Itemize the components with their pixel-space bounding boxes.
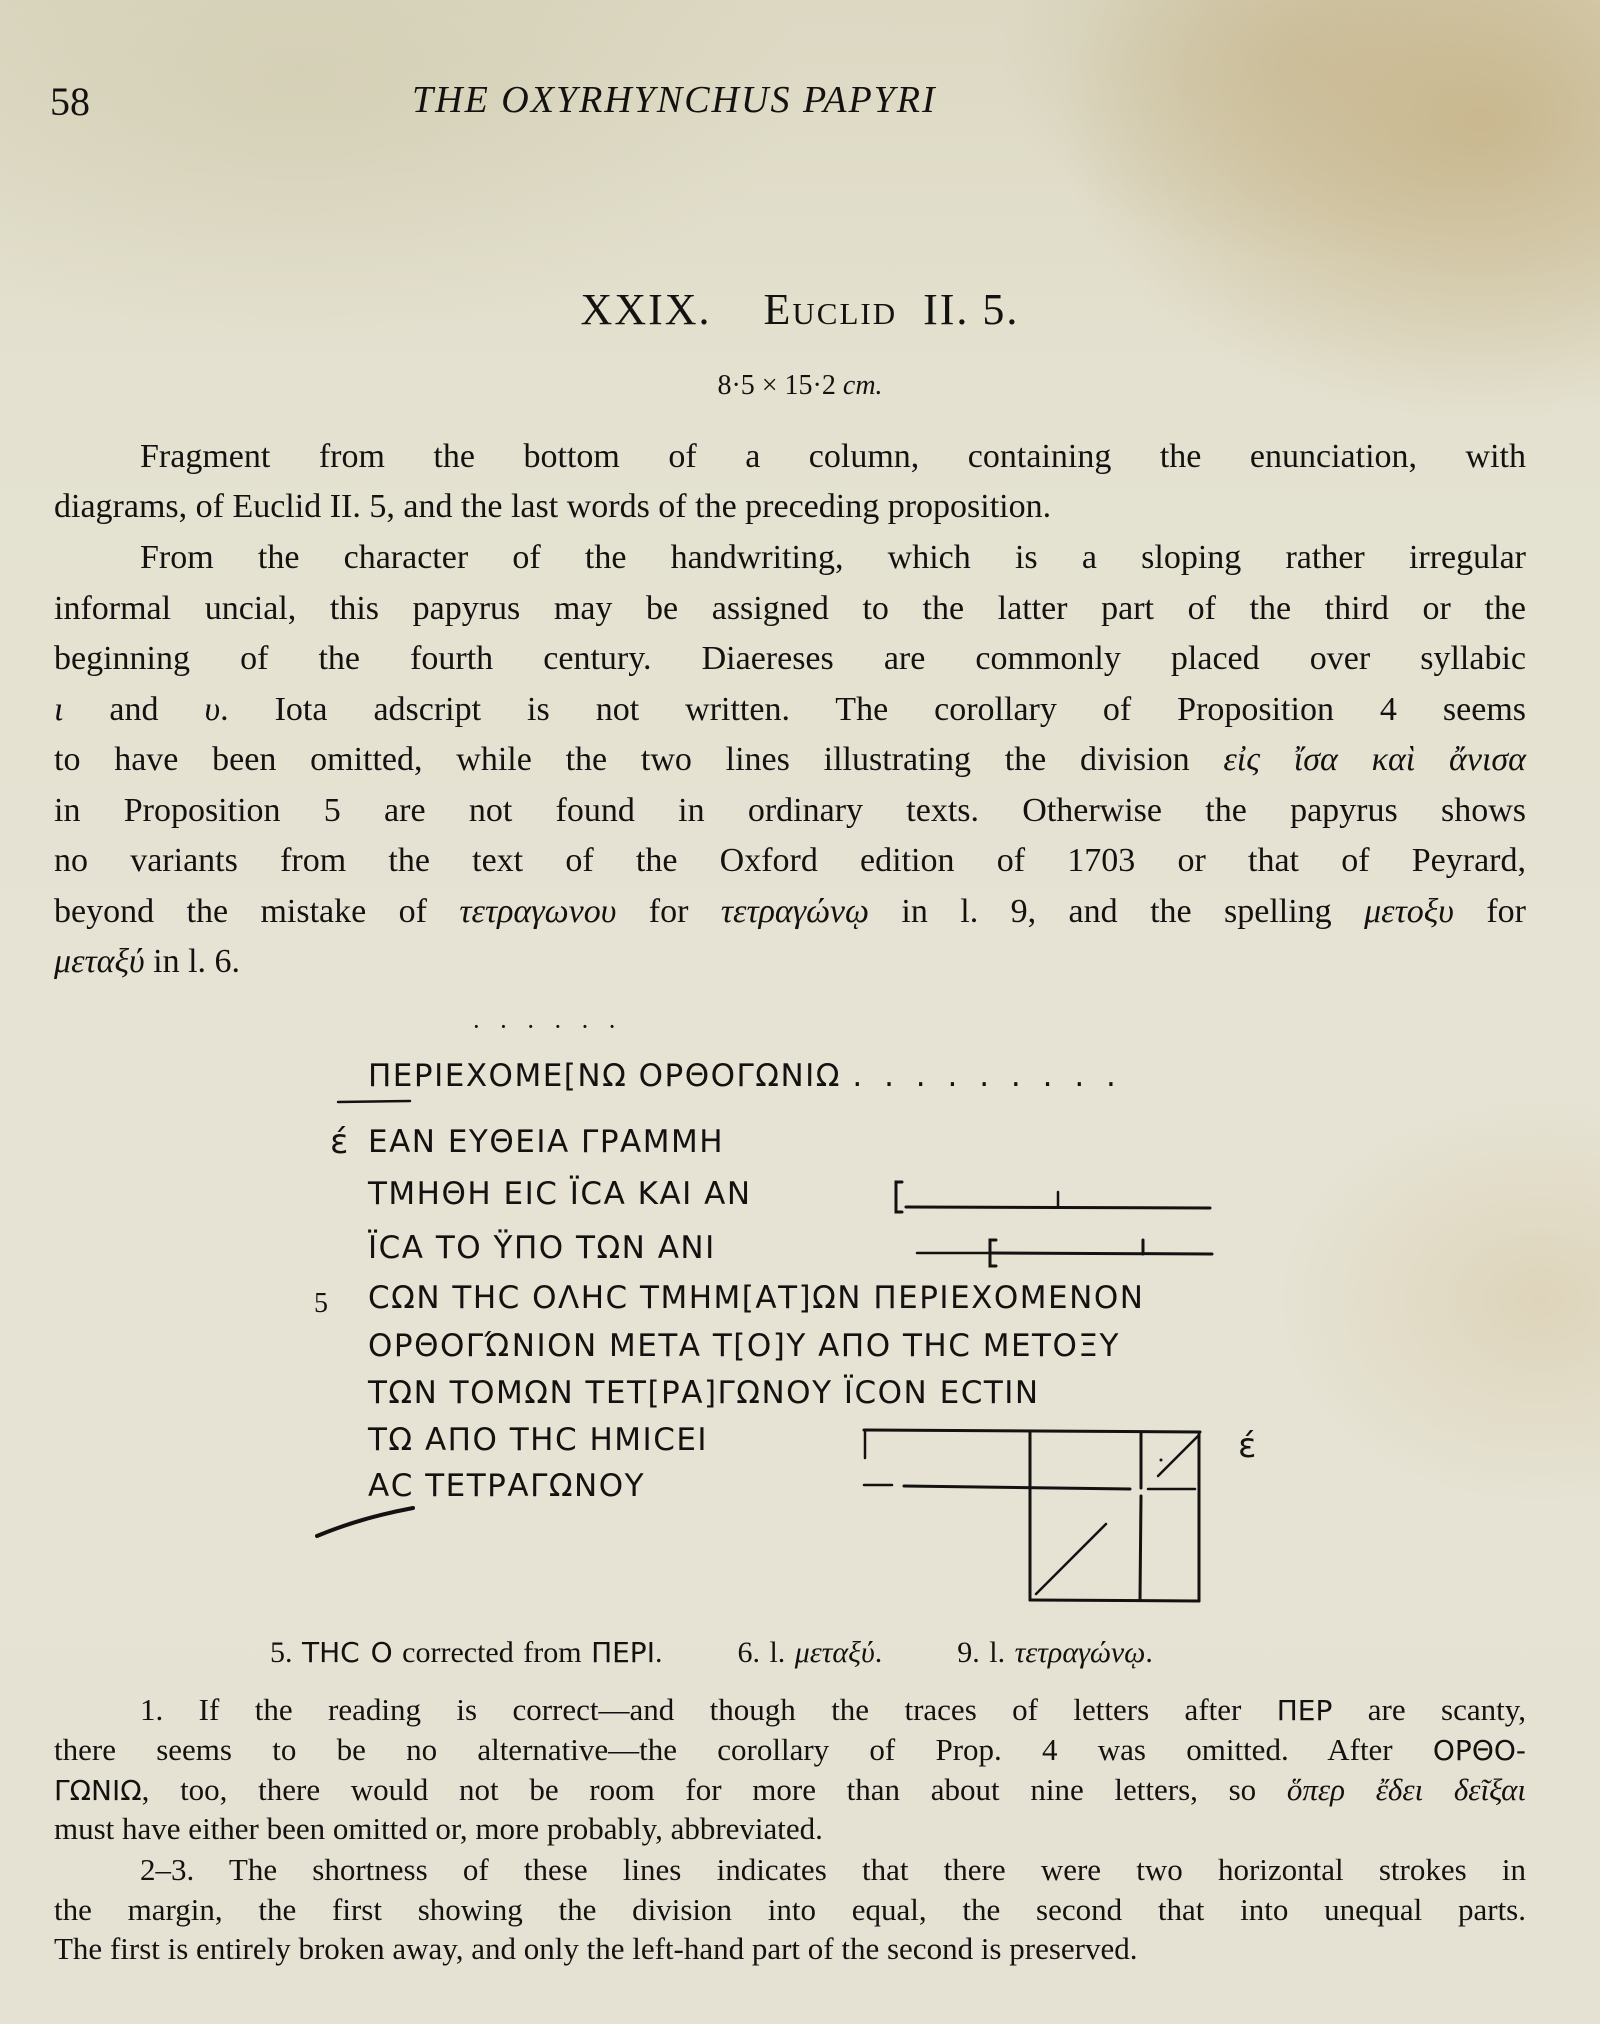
intro-line <box>54 937 1526 987</box>
diagonal <box>1158 1436 1198 1476</box>
greek-text: ὅπερ ἔδει δεῖξαι <box>1286 1772 1526 1807</box>
commentary-line <box>54 1730 1526 1771</box>
top-edge <box>864 1430 1200 1432</box>
intro-line <box>140 432 1526 482</box>
intro-line <box>54 786 1526 836</box>
greek-text: υ <box>204 691 221 728</box>
text-run: to have been omitted, while the two lines illustrating the division <box>54 741 1224 778</box>
text-run: for <box>616 893 721 930</box>
text-run: are scanty, <box>1332 1692 1526 1727</box>
commentary-line <box>54 1809 1526 1849</box>
text-run: beginning of the fourth century. Diaereses are commonly placed over syllabic <box>54 640 1526 677</box>
text-run: for <box>1453 893 1526 930</box>
transcription-line-8: ΤΩ ΑΠΟ ΤΗϹ ΗΜΙϹΕΙ <box>368 1422 709 1458</box>
transcription-line-9: ΑϹ ΤΕΤΡΑΓΩΝΟΥ <box>368 1468 646 1504</box>
unequal-division-diagram <box>917 1240 1212 1266</box>
section-reference: II. 5. <box>923 285 1020 334</box>
intro-line <box>54 836 1526 886</box>
text-run: 2–3. The shortness of these lines indicates that there were two horizontal strokes in <box>140 1852 1526 1887</box>
commentary-line <box>140 1850 1526 1890</box>
transcription-line-2: ΕΑΝ ΕΥΘΕΙΑ ΓΡΑΜΜΗ <box>368 1124 725 1160</box>
apparatus-entry <box>270 1636 672 1669</box>
punct: . <box>654 1636 663 1669</box>
greek-text: τετραγώνῳ <box>720 893 869 930</box>
square-bottom-edge <box>1030 1600 1199 1601</box>
text-run: the margin, the first showing the division into equal, the second that into unequal parts. <box>54 1892 1526 1927</box>
punct: . <box>874 1636 883 1669</box>
commentary-line <box>140 1690 1526 1731</box>
intro-line <box>140 533 1526 583</box>
text-run: l. <box>989 1636 1015 1669</box>
coronis-stroke <box>317 1508 413 1536</box>
greek-text: μεταξύ <box>54 943 145 980</box>
square-diagram <box>864 1430 1200 1601</box>
greek-text: εἰς ἴσα καὶ ἄνισα <box>1223 741 1527 778</box>
paragraphus-stroke <box>338 1101 410 1102</box>
ink-dot <box>1160 1459 1163 1462</box>
uncial-text: ΓΩΝΙΩ <box>54 1774 142 1807</box>
intro-line <box>54 634 1526 684</box>
diagonal <box>1036 1524 1106 1594</box>
text-run: . Iota adscript is not written. The corollary of Proposition 4 seems <box>220 691 1526 728</box>
line-ref: 9. <box>957 1636 980 1669</box>
text-run: diagrams, of Euclid II. 5, and the last words of the preceding proposition. <box>54 488 1052 525</box>
paragraph-marker: έ <box>330 1122 350 1162</box>
transcription-line-6: ΟΡΘΟΓΏΝΙΟΝ ΜΕΤΑ Τ[Ο]Υ ΑΠΟ ΤΗϹ ΜΕΤΟΞΥ <box>368 1328 1120 1364</box>
section-author: Euclid <box>763 285 898 334</box>
dimensions-value: 8·5 × 15·2 <box>717 370 836 401</box>
lost-lines-dots: · · · · · · <box>472 1012 623 1041</box>
section-title <box>0 284 1600 335</box>
text-run: there seems to be no alternative—the corollary of Prop. 4 was omitted. After <box>54 1732 1433 1767</box>
text-run: 1. If the reading is correct—and though the traces of letters after <box>140 1692 1277 1727</box>
text-run: in Proposition 5 are not found in ordinary texts. Otherwise the papyrus shows <box>54 792 1526 829</box>
diagram-marker: έ <box>1238 1426 1258 1466</box>
text-run: must have either been omitted or, more probably, abbreviated. <box>54 1811 823 1846</box>
line-number: 5 <box>314 1288 328 1319</box>
uncial-text: ΟΡΘΟ- <box>1432 1734 1526 1767</box>
text-run: and <box>63 691 205 728</box>
text-run: in l. 6. <box>144 943 241 980</box>
uncial-text: ΠΕΡ <box>1276 1694 1333 1727</box>
greek-text: τετραγώνῳ <box>1014 1636 1146 1669</box>
greek-text: τετραγωνου <box>459 893 617 930</box>
text-run: The first is entirely broken away, and only the left-hand part of the second is preserved. <box>54 1931 1138 1966</box>
transcription-line-3: ΤΜΗΘΗ ΕΙϹ ΪϹΑ ΚΑΙ ΑΝ <box>368 1176 752 1212</box>
intro-line <box>54 482 1526 532</box>
uncial-text: ΠΕΡΙ <box>591 1636 655 1669</box>
line-segment <box>906 1207 1210 1208</box>
papyrus-dimensions <box>0 370 1600 402</box>
text-run: l. <box>769 1636 795 1669</box>
text-run: informal uncial, this papyrus may be assigned to the latter part of the third or the <box>54 590 1526 627</box>
transcription-line-7: ΤΩΝ ΤΟΜΩΝ ΤΕΤ[ΡΑ]ΓΩΝΟΥ ΪϹΟΝ ΕϹΤΙΝ <box>368 1375 1040 1411</box>
uncial-text: ΤΗϹ Ο <box>302 1636 393 1669</box>
apparatus-entry <box>737 1636 891 1669</box>
bracket-mark <box>896 1182 902 1212</box>
bracket-mark <box>990 1240 996 1266</box>
intro-line <box>54 584 1526 634</box>
transcription-line-4: ΪϹΑ ΤΟ ΫΠΟ ΤΩΝ ΑΝΙ <box>368 1230 716 1266</box>
text-run: no variants from the text of the Oxford edition of 1703 or that of Peyrard, <box>54 842 1526 879</box>
text-run: in l. 9, and the spelling <box>869 893 1365 930</box>
dimensions-unit: cm. <box>842 370 883 401</box>
square-inner-edge <box>1140 1496 1141 1600</box>
punct: . <box>1145 1636 1153 1669</box>
commentary-line <box>54 1770 1526 1811</box>
text-run: From the character of the handwriting, which is a sloping rather irregular <box>140 539 1526 576</box>
apparatus-criticus <box>270 1636 1153 1670</box>
intro-line <box>54 887 1526 937</box>
equal-division-diagram <box>896 1182 1210 1212</box>
intro-line <box>54 685 1526 735</box>
intro-line <box>54 735 1526 785</box>
text-run: corrected from <box>392 1636 592 1669</box>
running-title: THE OXYRHYNCHUS PAPYRI <box>412 79 937 121</box>
greek-text: ι <box>54 691 64 728</box>
text-run: Fragment from the bottom of a column, containing the enunciation, with <box>140 438 1526 475</box>
page-number: 58 <box>50 79 90 124</box>
text-run: , too, there would not be room for more than about nine letters, so <box>141 1772 1287 1807</box>
greek-text: μετοξυ <box>1364 893 1454 930</box>
line-ref: 6. <box>737 1636 760 1669</box>
transcription-line-1 <box>368 1058 1122 1094</box>
transcription-line-5: ϹΩΝ ΤΗϹ ΟΛΗϹ ΤΜΗΜ[ΑΤ]ΩΝ ΠΕΡΙΕΧΟΜΕΝΟΝ <box>368 1280 1145 1316</box>
commentary-line <box>54 1929 1526 1969</box>
lacuna-dots: . . . . . . . . . <box>852 1058 1122 1094</box>
apparatus-entry <box>957 1636 1153 1669</box>
middle-line <box>904 1486 1130 1489</box>
line-segment <box>992 1253 1212 1254</box>
line-ref: 5. <box>270 1636 293 1669</box>
text-run: beyond the mistake of <box>54 893 460 930</box>
section-number: XXIX. <box>580 285 712 334</box>
commentary-line <box>54 1890 1526 1930</box>
uncial-text: ΠΕΡΙΕΧΟΜΕ[ΝΩ ΟΡΘΟΓΩΝΙΩ <box>368 1058 841 1094</box>
greek-text: μεταξύ <box>794 1636 875 1669</box>
